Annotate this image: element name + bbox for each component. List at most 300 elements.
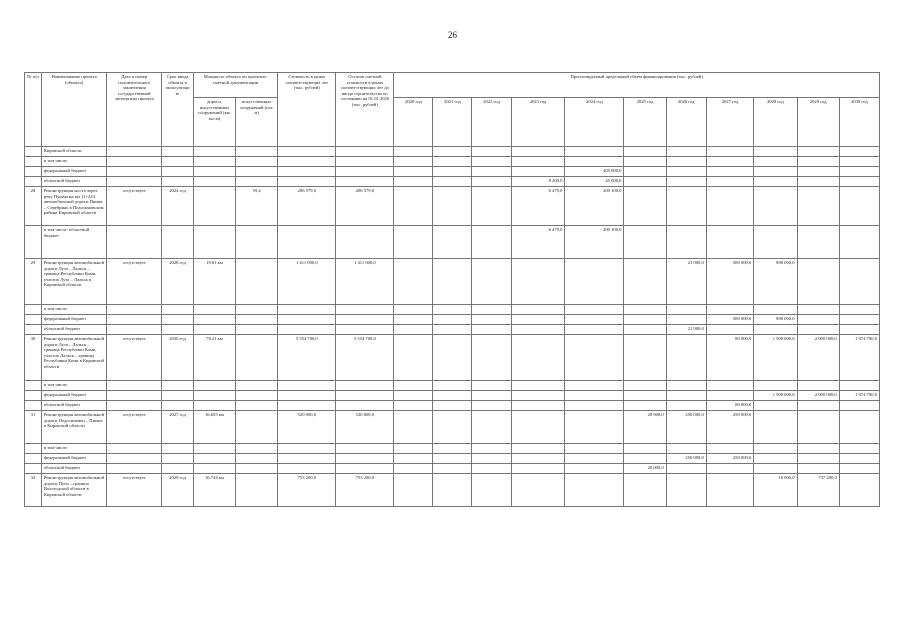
year-value-cell: 200 100,0 <box>565 226 624 259</box>
budget-name: в том числе: <box>41 305 106 315</box>
budget-row <box>25 226 880 259</box>
year-value-cell <box>839 187 879 226</box>
cost-cell: 5 554 700,0 <box>278 335 336 381</box>
header-cost: Стоимость в ценах соответствующих лет (тыс. рублей) <box>278 73 336 147</box>
object-row <box>25 474 880 507</box>
header-year: 2026 год <box>666 98 706 147</box>
empty-cell <box>162 147 194 157</box>
header-year: 2029 год <box>797 98 839 147</box>
empty-cell <box>107 315 162 325</box>
year-value-cell <box>706 464 753 474</box>
empty-cell <box>162 226 194 259</box>
year-value-cell <box>666 305 706 315</box>
year-value-cell <box>472 381 511 391</box>
row-number <box>25 454 42 464</box>
year-value-cell <box>624 167 666 177</box>
year-value-cell <box>706 177 753 187</box>
year-value-cell <box>394 454 433 464</box>
year-value-cell <box>511 391 565 401</box>
year-value-cell <box>666 335 706 381</box>
row-number <box>25 157 42 167</box>
header-year: 2021 год <box>433 98 472 147</box>
year-value-cell <box>565 381 624 391</box>
empty-cell <box>336 401 394 411</box>
object-name: Реконструкция автомобильной дороги Луза – Лальск – граница Республики Коми, участок Лальск – граница Республики Коми в Кировской области <box>41 335 106 381</box>
row-number: 32 <box>25 474 42 507</box>
year-value-cell <box>706 157 753 167</box>
year-value-cell <box>511 325 565 335</box>
capacity-roads-cell: 16,744 км <box>193 474 235 507</box>
expertise-cell: отсутствует <box>107 335 162 381</box>
year-value-cell <box>394 305 433 315</box>
year-value-cell <box>472 474 511 507</box>
year-value-cell <box>754 177 797 187</box>
year-value-cell <box>754 454 797 464</box>
year-value-cell: 8 200,0 <box>511 177 565 187</box>
year-value-cell <box>472 167 511 177</box>
budget-row <box>25 454 880 464</box>
year-value-cell: 250 000,0 <box>666 411 706 444</box>
year-value-cell: 250 000,0 <box>666 454 706 464</box>
year-value-cell <box>511 474 565 507</box>
empty-cell <box>278 464 336 474</box>
header-capacity: Мощность объекта по проектно-сметной документации <box>193 73 277 98</box>
year-value-cell <box>472 325 511 335</box>
year-value-cell <box>797 411 839 444</box>
year-value-cell <box>706 474 753 507</box>
empty-cell <box>107 325 162 335</box>
year-value-cell <box>433 187 472 226</box>
year-value-cell <box>797 315 839 325</box>
year-value-cell: 2 000 000,0 <box>797 335 839 381</box>
year-value-cell: 405 000,0 <box>565 167 624 177</box>
year-value-cell: 1 500 000,0 <box>754 335 797 381</box>
object-row <box>25 335 880 381</box>
year-value-cell <box>797 381 839 391</box>
year-value-cell <box>624 259 666 305</box>
budget-name: областной бюджет <box>41 177 106 187</box>
empty-cell <box>278 167 336 177</box>
year-value-cell <box>706 444 753 454</box>
object-row <box>25 259 880 305</box>
year-value-cell: 6 479,0 <box>511 187 565 226</box>
year-value-cell <box>472 259 511 305</box>
year-value-cell: 21 000,0 <box>666 325 706 335</box>
year-value-cell: 20 000,0 <box>624 464 666 474</box>
year-value-cell <box>472 157 511 167</box>
year-value-cell: 1 974 700,0 <box>839 335 879 381</box>
empty-cell <box>278 391 336 401</box>
empty-cell <box>162 167 194 177</box>
year-value-cell <box>394 147 433 157</box>
budget-name: в том числе: областной бюджет <box>41 226 106 259</box>
year-value-cell <box>472 335 511 381</box>
year-value-cell <box>624 454 666 464</box>
year-value-cell <box>394 381 433 391</box>
year-value-cell <box>839 147 879 157</box>
empty-cell <box>278 315 336 325</box>
year-value-cell <box>433 305 472 315</box>
year-value-cell <box>797 305 839 315</box>
empty-cell <box>236 401 278 411</box>
budget-row <box>25 315 880 325</box>
remaining-cell: 753 200,0 <box>336 474 394 507</box>
year-value-cell <box>472 464 511 474</box>
expertise-cell: отсутствует <box>107 187 162 226</box>
year-value-cell <box>839 177 879 187</box>
year-value-cell <box>472 177 511 187</box>
year-value-cell: 80 000,0 <box>706 335 753 381</box>
year-value-cell <box>472 187 511 226</box>
year-value-cell <box>624 401 666 411</box>
year-value-cell <box>394 226 433 259</box>
capacity-struct-cell <box>236 259 278 305</box>
empty-cell <box>193 454 235 464</box>
year-value-cell <box>472 305 511 315</box>
year-value-cell: 890 000,0 <box>754 315 797 325</box>
year-value-cell <box>797 401 839 411</box>
empty-cell <box>236 167 278 177</box>
empty-cell <box>236 464 278 474</box>
empty-cell <box>162 444 194 454</box>
year-value-cell <box>754 157 797 167</box>
header-year: 2020 год <box>394 98 433 147</box>
year-value-cell <box>511 315 565 325</box>
year-value-cell <box>666 315 706 325</box>
row-number <box>25 147 42 157</box>
budget-name: федеральный бюджет <box>41 391 106 401</box>
empty-cell <box>107 381 162 391</box>
year-value-cell <box>624 381 666 391</box>
budget-row <box>25 381 880 391</box>
remaining-cell: 1 411 000,0 <box>336 259 394 305</box>
header-cap-struct: искусственных сооружений (пог. м) <box>236 98 278 147</box>
capacity-roads-cell <box>193 187 235 226</box>
empty-cell <box>162 391 194 401</box>
empty-cell <box>107 167 162 177</box>
cost-cell: 206 579,0 <box>278 187 336 226</box>
budget-name: областной бюджет <box>41 325 106 335</box>
year-value-cell <box>706 147 753 157</box>
year-value-cell <box>706 226 753 259</box>
year-value-cell <box>433 325 472 335</box>
year-value-cell <box>433 411 472 444</box>
year-value-cell <box>754 401 797 411</box>
empty-cell <box>336 226 394 259</box>
row-number <box>25 401 42 411</box>
budget-row <box>25 305 880 315</box>
header-year: 2022 год <box>472 98 511 147</box>
empty-cell <box>278 401 336 411</box>
budget-row <box>25 464 880 474</box>
empty-cell <box>162 315 194 325</box>
empty-cell <box>162 401 194 411</box>
budget-name: областной бюджет <box>41 464 106 474</box>
empty-cell <box>162 464 194 474</box>
empty-cell <box>107 226 162 259</box>
year-value-cell <box>797 177 839 187</box>
year-value-cell <box>565 464 624 474</box>
empty-cell <box>107 177 162 187</box>
year-value-cell <box>433 401 472 411</box>
year-value-cell <box>839 381 879 391</box>
year-value-cell <box>706 167 753 177</box>
year-value-cell <box>433 157 472 167</box>
year-value-cell <box>624 444 666 454</box>
budget-name: в том числе: <box>41 444 106 454</box>
year-value-cell <box>511 335 565 381</box>
financing-table <box>24 72 880 507</box>
year-value-cell: 20 000,0 <box>624 411 666 444</box>
year-value-cell <box>666 444 706 454</box>
header-num: № п/п <box>25 73 42 147</box>
year-value-cell <box>754 325 797 335</box>
cost-cell: 1 411 000,0 <box>278 259 336 305</box>
empty-cell <box>336 381 394 391</box>
remaining-cell: 520 000,0 <box>336 411 394 444</box>
empty-cell <box>336 464 394 474</box>
year-value-cell <box>797 147 839 157</box>
year-value-cell <box>666 147 706 157</box>
empty-cell <box>107 401 162 411</box>
header-forecast: Прогнозируемый предельный объем финансирования (тыс. рублей) <box>394 73 880 98</box>
budget-row <box>25 167 880 177</box>
year-value-cell <box>511 147 565 157</box>
year-value-cell <box>433 335 472 381</box>
empty-cell <box>236 147 278 157</box>
year-value-cell: 16 000,0 <box>754 474 797 507</box>
header-year: 2030 год <box>839 98 879 147</box>
row-number: 29 <box>25 259 42 305</box>
year-value-cell <box>394 315 433 325</box>
capacity-roads-cell: 78,21 км <box>193 335 235 381</box>
year-value-cell <box>565 259 624 305</box>
budget-row <box>25 444 880 454</box>
capacity-struct-cell <box>236 474 278 507</box>
year-value-cell <box>706 391 753 401</box>
expertise-cell: отсутствует <box>107 474 162 507</box>
year-value-cell <box>511 411 565 444</box>
empty-cell <box>193 147 235 157</box>
year-value-cell <box>472 147 511 157</box>
year-value-cell <box>511 454 565 464</box>
empty-cell <box>336 454 394 464</box>
empty-cell <box>107 444 162 454</box>
empty-cell <box>336 177 394 187</box>
year-value-cell <box>472 444 511 454</box>
year-value-cell <box>839 226 879 259</box>
empty-cell <box>336 147 394 157</box>
row-number: 31 <box>25 411 42 444</box>
year-value-cell <box>394 259 433 305</box>
header-row <box>25 73 880 98</box>
year-value-cell <box>433 444 472 454</box>
year-value-cell <box>666 381 706 391</box>
year-value-cell <box>706 381 753 391</box>
year-value-cell <box>394 464 433 474</box>
year-value-cell <box>754 444 797 454</box>
row-number: 28 <box>25 187 42 226</box>
capacity-struct-cell <box>236 411 278 444</box>
year-value-cell <box>394 391 433 401</box>
header-expertise: Дата и номер положительного заключения государственной экспертизы проекта <box>107 73 162 147</box>
budget-row <box>25 391 880 401</box>
year-value-cell <box>624 325 666 335</box>
empty-cell <box>236 226 278 259</box>
empty-cell <box>336 391 394 401</box>
year-value-cell: 890 000,0 <box>754 259 797 305</box>
year-value-cell <box>839 325 879 335</box>
empty-cell <box>107 157 162 167</box>
year-value-cell <box>565 454 624 464</box>
term-cell: 2028 год <box>162 259 194 305</box>
year-value-cell <box>511 401 565 411</box>
year-value-cell <box>565 401 624 411</box>
year-value-cell <box>797 464 839 474</box>
empty-cell <box>278 157 336 167</box>
year-value-cell <box>472 401 511 411</box>
row-number <box>25 177 42 187</box>
empty-cell <box>278 444 336 454</box>
cost-cell: 520 000,0 <box>278 411 336 444</box>
year-value-cell <box>754 464 797 474</box>
year-value-cell <box>797 444 839 454</box>
year-value-cell <box>565 157 624 167</box>
year-value-cell <box>511 305 565 315</box>
empty-cell <box>107 464 162 474</box>
empty-cell <box>336 305 394 315</box>
object-name: Реконструкция автомобильной дороги Луза – Лальск – граница Республики Коми, участок Луза – Лальск в Кировской области <box>41 259 106 305</box>
year-value-cell <box>839 454 879 464</box>
empty-cell <box>193 391 235 401</box>
year-value-cell <box>797 454 839 464</box>
year-value-cell: 1 500 000,0 <box>754 391 797 401</box>
year-value-cell <box>433 391 472 401</box>
empty-cell <box>278 226 336 259</box>
empty-cell <box>162 454 194 464</box>
header-term: Срок ввода объекта в эксплуатацию <box>162 73 194 147</box>
year-value-cell <box>624 177 666 187</box>
empty-cell <box>162 157 194 167</box>
header-year: 2025 год <box>624 98 666 147</box>
object-name: Реконструкция моста через реку Пушма на км 11+233 автомобильной дороги Пинюг – Серебряно в Подосиновском районе Кировской области <box>41 187 106 226</box>
year-value-cell <box>754 147 797 157</box>
expertise-cell: отсутствует <box>107 411 162 444</box>
year-value-cell <box>565 315 624 325</box>
year-value-cell <box>624 315 666 325</box>
empty-cell <box>107 305 162 315</box>
year-value-cell <box>666 401 706 411</box>
year-value-cell <box>666 187 706 226</box>
term-cell: 2027 год <box>162 411 194 444</box>
empty-cell <box>107 147 162 157</box>
year-value-cell <box>839 167 879 177</box>
year-value-cell <box>433 381 472 391</box>
capacity-struct-cell: 59,4 <box>236 187 278 226</box>
row-number <box>25 305 42 315</box>
empty-cell <box>107 391 162 401</box>
empty-cell <box>236 177 278 187</box>
object-name: Реконструкция автомобильной дороги Подосиновец – Пинюг в Кировской области <box>41 411 106 444</box>
budget-name: в том числе: <box>41 381 106 391</box>
header-year: 2023 год <box>511 98 565 147</box>
empty-cell <box>336 157 394 167</box>
empty-cell <box>193 401 235 411</box>
expertise-cell: отсутствует <box>107 259 162 305</box>
term-cell: 2024 год <box>162 187 194 226</box>
year-value-cell <box>754 305 797 315</box>
row-number <box>25 226 42 259</box>
year-value-cell <box>472 454 511 464</box>
empty-cell <box>236 305 278 315</box>
year-value-cell <box>839 464 879 474</box>
year-value-cell <box>624 335 666 381</box>
budget-name: Кировской области <box>41 147 106 157</box>
year-value-cell <box>666 391 706 401</box>
empty-cell <box>336 315 394 325</box>
empty-cell <box>278 381 336 391</box>
empty-cell <box>236 444 278 454</box>
year-value-cell <box>666 226 706 259</box>
budget-name: федеральный бюджет <box>41 454 106 464</box>
year-value-cell <box>839 444 879 454</box>
empty-cell <box>236 315 278 325</box>
row-number <box>25 167 42 177</box>
budget-name: областной бюджет <box>41 401 106 411</box>
empty-cell <box>236 381 278 391</box>
header-year: 2027 год <box>706 98 753 147</box>
budget-row <box>25 401 880 411</box>
year-value-cell: 250 000,0 <box>706 411 753 444</box>
empty-cell <box>236 157 278 167</box>
empty-cell <box>278 147 336 157</box>
row-number: 30 <box>25 335 42 381</box>
year-value-cell <box>839 401 879 411</box>
empty-cell <box>336 167 394 177</box>
empty-cell <box>193 167 235 177</box>
year-value-cell <box>511 259 565 305</box>
year-value-cell <box>754 226 797 259</box>
cost-cell: 753 200,0 <box>278 474 336 507</box>
object-name: Реконструкция автомобильной дороги Пуги – граница Вологодской области в Кировской области <box>41 474 106 507</box>
row-number <box>25 315 42 325</box>
year-value-cell <box>565 474 624 507</box>
row-number <box>25 464 42 474</box>
year-value-cell <box>472 391 511 401</box>
year-value-cell <box>565 391 624 401</box>
year-value-cell <box>624 147 666 157</box>
year-value-cell <box>706 187 753 226</box>
year-value-cell <box>565 325 624 335</box>
year-value-cell <box>394 335 433 381</box>
year-value-cell <box>472 315 511 325</box>
capacity-roads-cell: 16,655 км <box>193 411 235 444</box>
year-value-cell <box>433 177 472 187</box>
year-value-cell: 45 000,0 <box>565 177 624 187</box>
year-value-cell <box>839 411 879 444</box>
row-number <box>25 381 42 391</box>
empty-cell <box>193 305 235 315</box>
year-value-cell <box>394 444 433 454</box>
year-value-cell <box>754 381 797 391</box>
header-year: 2028 год <box>754 98 797 147</box>
year-value-cell: 2 000 000,0 <box>797 391 839 401</box>
year-value-cell <box>754 187 797 226</box>
year-value-cell <box>565 411 624 444</box>
year-value-cell <box>394 157 433 167</box>
empty-cell <box>336 325 394 335</box>
year-value-cell <box>565 305 624 315</box>
